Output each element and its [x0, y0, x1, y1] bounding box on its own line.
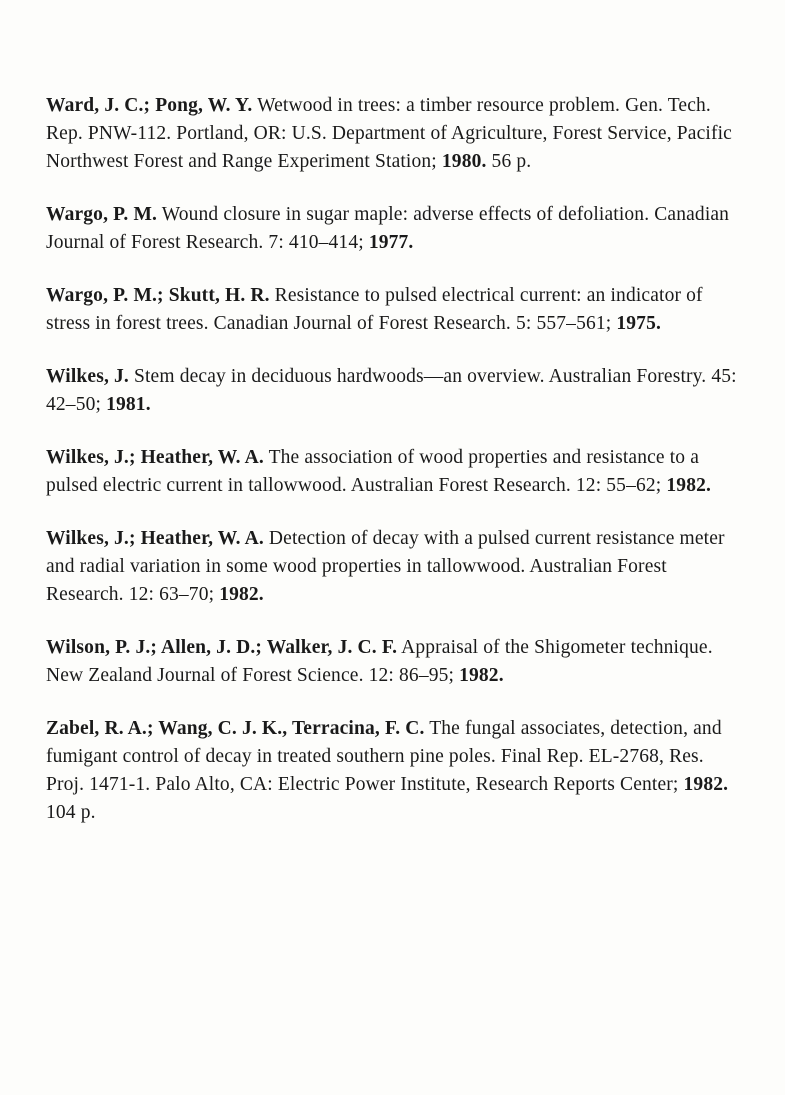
- reference-text: Resistance to pulsed electrical current: an indicator of stress in forest trees. Canadian Journal of Forest Research. 5: 557–561;: [46, 285, 703, 334]
- reference-authors: Wilkes, J.; Heather, W. A.: [46, 528, 264, 549]
- reference-authors: Ward, J. C.; Pong, W. Y.: [46, 95, 253, 116]
- reference-year: 1977.: [368, 232, 414, 253]
- reference-text: Wound closure in sugar maple: adverse effects of defoliation. Canadian Journal of Forest Research. 7: 410–414;: [46, 204, 730, 253]
- reference-authors: Wilkes, J.; Heather, W. A.: [46, 447, 264, 468]
- reference-text: Appraisal of the Shigometer technique. New Zealand Journal of Forest Science. 12: 86–95;: [46, 637, 713, 686]
- reference-year: 1975.: [616, 313, 661, 334]
- reference-authors: Zabel, R. A.; Wang, C. J. K., Terracina, F. C.: [46, 718, 425, 739]
- reference-year: 1982.: [683, 774, 729, 795]
- reference-authors: Wilkes, J.: [46, 366, 129, 387]
- reference-entry: [46, 363, 746, 419]
- reference-entry: [46, 92, 746, 176]
- reference-list: [46, 92, 746, 852]
- reference-entry: [46, 282, 746, 338]
- reference-text: Stem decay in deciduous hardwoods—an overview. Australian Forestry. 45: 42–50;: [46, 366, 737, 415]
- reference-text: The association of wood properties and resistance to a pulsed electric current in tallowwood. Australian Forest Research. 12: 55–62;: [46, 447, 700, 496]
- reference-year: 1982.: [666, 475, 712, 496]
- reference-tail: 56 p.: [486, 151, 532, 172]
- reference-year: 1980.: [441, 151, 487, 172]
- reference-year: 1982.: [219, 584, 264, 605]
- reference-entry: [46, 525, 746, 609]
- reference-text: Wetwood in trees: a timber resource problem. Gen. Tech. Rep. PNW-112. Portland, OR: U.S. Department of Agriculture, Forest Service, Pacific Northwest Forest and Range Experiment Station;: [46, 95, 732, 172]
- reference-authors: Wargo, P. M.: [46, 204, 158, 225]
- reference-year: 1981.: [106, 394, 151, 415]
- reference-text: Detection of decay with a pulsed current resistance meter and radial variation in some wood properties in tallowwood. Australian Forest Research. 12: 63–70;: [46, 528, 725, 605]
- reference-tail: 104 p.: [46, 802, 96, 823]
- reference-entry: [46, 715, 746, 827]
- reference-entry: [46, 444, 746, 500]
- reference-entry: [46, 634, 746, 690]
- reference-year: 1982.: [459, 665, 504, 686]
- reference-authors: Wilson, P. J.; Allen, J. D.; Walker, J. C. F.: [46, 637, 398, 658]
- reference-entry: [46, 201, 746, 257]
- reference-authors: Wargo, P. M.; Skutt, H. R.: [46, 285, 270, 306]
- reference-text: The fungal associates, detection, and fumigant control of decay in treated southern pine poles. Final Rep. EL-2768, Res. Proj. 1471-1. Palo Alto, CA: Electric Power Institute, Research Reports Center;: [46, 718, 722, 795]
